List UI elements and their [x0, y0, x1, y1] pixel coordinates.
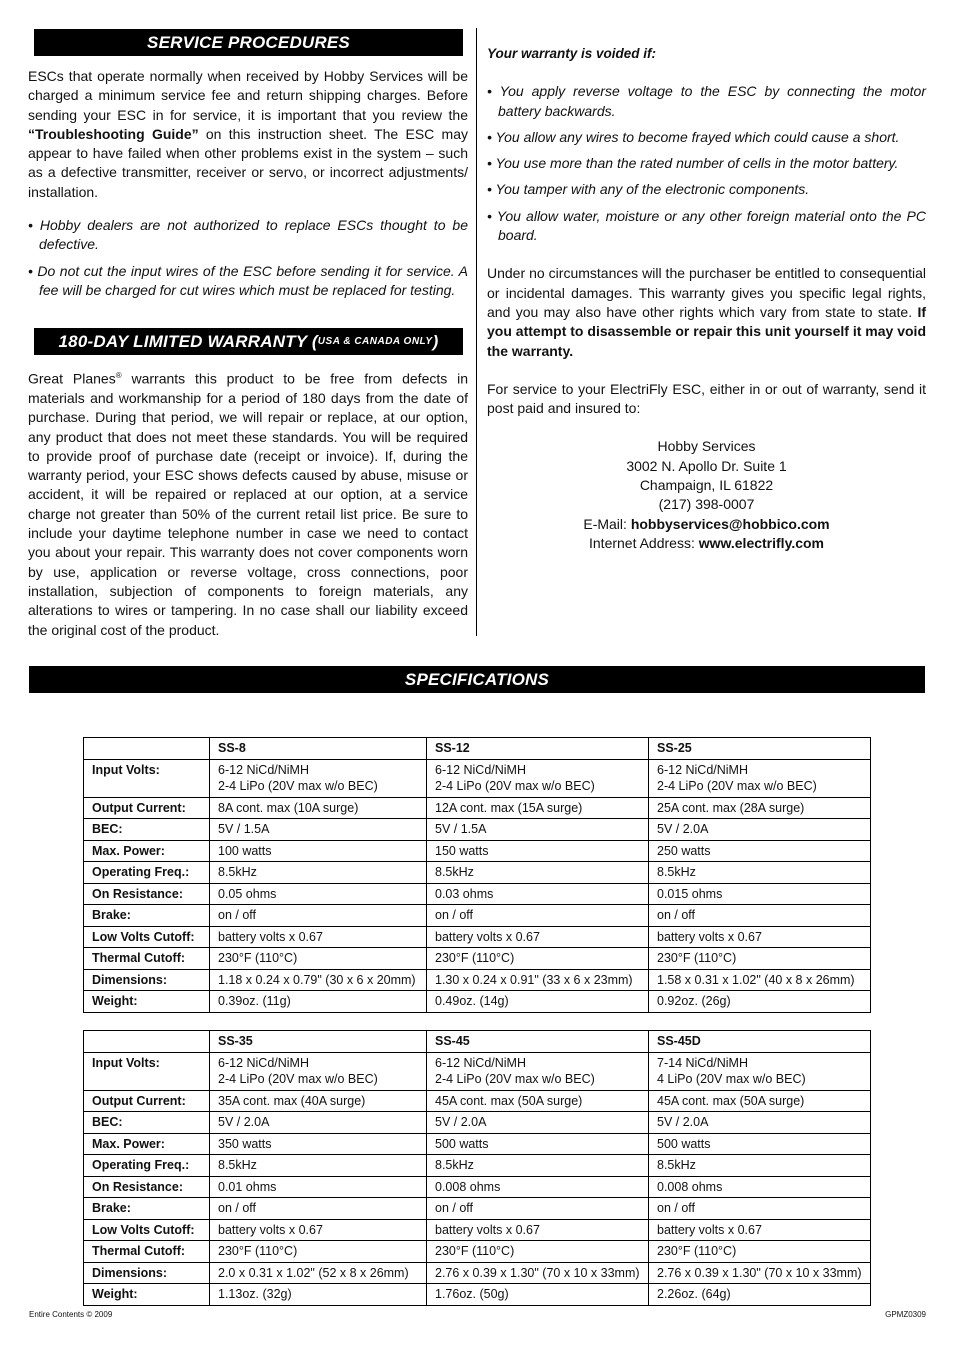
spec-value: 45A cont. max (50A surge) — [427, 1090, 649, 1112]
spec-value: 230°F (110°C) — [649, 1241, 871, 1263]
spec-value-line: 2-4 LiPo (20V max w/o BEC) — [657, 779, 817, 793]
spec-table-ss35-ss45d — [83, 1030, 871, 1306]
troubleshooting-guide-ref: “Troubleshooting Guide” — [28, 125, 199, 142]
address-name: Hobby Services — [657, 438, 756, 455]
spec-value: battery volts x 0.67 — [210, 926, 427, 948]
spec-value: 350 watts — [210, 1133, 427, 1155]
spec-value-line: 6-12 NiCd/NiMH — [657, 762, 748, 777]
spec-value-line: 2-4 LiPo (20V max w/o BEC) — [218, 779, 378, 793]
service-procedures-heading — [34, 29, 463, 56]
spec-value: battery volts x 0.67 — [649, 926, 871, 948]
spec-label: Thermal Cutoff: — [84, 1241, 210, 1263]
email-link[interactable]: hobbyservices@hobbico.com — [630, 515, 830, 532]
spec-value: battery volts x 0.67 — [427, 1219, 649, 1241]
spec-value: on / off — [210, 905, 427, 927]
spec-value: 100 watts — [210, 840, 427, 862]
spec-label: BEC: — [84, 819, 210, 841]
spec-label: Output Current: — [84, 797, 210, 819]
warranty-heading-region: USA & CANADA ONLY — [317, 336, 433, 347]
spec-row — [84, 1241, 871, 1263]
spec-value: 230°F (110°C) — [427, 1241, 649, 1263]
column-divider — [476, 28, 477, 636]
spec-value: 1.30 x 0.24 x 0.91" (33 x 6 x 23mm) — [427, 969, 649, 991]
spec-row — [84, 1219, 871, 1241]
email-label: E-Mail: — [583, 515, 631, 532]
spec-value: 8.5kHz — [210, 1155, 427, 1177]
warranty-heading — [34, 328, 463, 355]
service-bullets — [28, 216, 468, 300]
spec-model-header: SS-25 — [649, 738, 871, 760]
spec-value-line: 6-12 NiCd/NiMH — [435, 1055, 526, 1070]
address-email-line — [487, 515, 926, 534]
service-heading-text: SERVICE PROCEDURES — [147, 32, 350, 52]
spec-label: BEC: — [84, 1112, 210, 1134]
spec-value: 5V / 1.5A — [210, 819, 427, 841]
spec-row — [84, 1284, 871, 1306]
warranty-text: warrants this product to be free from defects in materials and workmanship for a period of 180 days from the date of purchase. During that period, we will repair or replace, at our option, any product that does not meet these standards. You will be required to provide proof of purchase date (receipt or invoice). If, during the warranty period, your ESC shows defects caused by abuse, misuse or accident, it will be repaired or replaced at our option, at a service charge not greater than 50% of the current retail list price. Be sure to include your daytime telephone number in case we need to contact you about your repair. This warranty does not cover components worn by use, application or reverse voltage, cross connections, poor installation, subjection of components to foreign materials, any alterations to wires or tampering. In no case shall our liability exceed the original cost of the product. — [28, 370, 469, 638]
document-code: GPMZ0309 — [885, 1310, 926, 1319]
service-text-end: on this instruction sheet. The ESC may appear to have failed when other problems exist in the system – such as a defective transmitter, receiver or servo, or incorrect adjustments/ installation. — [28, 125, 468, 200]
spec-value: 500 watts — [427, 1133, 649, 1155]
spec-row — [84, 797, 871, 819]
warranty-heading-text: 180-DAY LIMITED WARRANTY ( — [58, 331, 318, 351]
spec-value: on / off — [427, 1198, 649, 1220]
spec-value-line: 7-14 NiCd/NiMH — [657, 1055, 748, 1070]
service-paragraph — [28, 67, 468, 202]
spec-value: 12A cont. max (15A surge) — [427, 797, 649, 819]
spec-header-row — [84, 1031, 871, 1053]
spec-value: 8.5kHz — [427, 862, 649, 884]
spec-model-header: SS-12 — [427, 738, 649, 760]
spec-value: 0.01 ohms — [210, 1176, 427, 1198]
spec-value — [649, 1052, 871, 1090]
spec-value — [427, 1052, 649, 1090]
warranty-column — [28, 366, 468, 640]
spec-value: 2.0 x 0.31 x 1.02" (52 x 8 x 26mm) — [210, 1262, 427, 1284]
service-address-intro: For service to your ElectriFly ESC, either in or out of warranty, send it post paid and insured to: — [487, 380, 926, 417]
spec-value: 230°F (110°C) — [210, 1241, 427, 1263]
spec-label: Output Current: — [84, 1090, 210, 1112]
spec-row — [84, 969, 871, 991]
spec-value-line: 2-4 LiPo (20V max w/o BEC) — [435, 779, 595, 793]
spec-label: Input Volts: — [84, 1052, 210, 1090]
spec-label: Thermal Cutoff: — [84, 948, 210, 970]
spec-value — [649, 759, 871, 797]
spec-model-header: SS-45D — [649, 1031, 871, 1053]
spec-row — [84, 862, 871, 884]
spec-value: 8A cont. max (10A surge) — [210, 797, 427, 819]
spec-row — [84, 1176, 871, 1198]
spec-value-line: 6-12 NiCd/NiMH — [218, 1055, 309, 1070]
spec-label: Brake: — [84, 1198, 210, 1220]
spec-value: 150 watts — [427, 840, 649, 862]
spec-value: 5V / 1.5A — [427, 819, 649, 841]
warranty-brand: Great Planes — [28, 370, 116, 387]
spec-value: 25A cont. max (28A surge) — [649, 797, 871, 819]
spec-value: battery volts x 0.67 — [427, 926, 649, 948]
spec-model-header: SS-35 — [210, 1031, 427, 1053]
spec-row — [84, 991, 871, 1013]
spec-value: 1.13oz. (32g) — [210, 1284, 427, 1306]
spec-row — [84, 759, 871, 797]
right-column — [487, 44, 926, 553]
spec-value: 5V / 2.0A — [649, 1112, 871, 1134]
spec-value: on / off — [427, 905, 649, 927]
spec-model-header: SS-8 — [210, 738, 427, 760]
service-text: ESCs that operate normally when received by Hobby Services will be charged a minimum service fee and return shipping charges. Before sending your ESC in for service, it is important that you review the — [28, 68, 468, 123]
spec-row — [84, 1262, 871, 1284]
damages-paragraph — [487, 264, 926, 360]
spec-value: 1.58 x 0.31 x 1.02" (40 x 8 x 26mm) — [649, 969, 871, 991]
voided-bullets — [487, 82, 926, 245]
service-bullet: • Do not cut the input wires of the ESC before sending it for service. A fee will be charged for cut wires which must be replaced for testing. — [28, 262, 468, 298]
spec-table-ss8-ss25 — [83, 737, 871, 1013]
spec-value: 230°F (110°C) — [427, 948, 649, 970]
spec-label: Operating Freq.: — [84, 1155, 210, 1177]
spec-row — [84, 1112, 871, 1134]
spec-value: 35A cont. max (40A surge) — [210, 1090, 427, 1112]
spec-value-line: 4 LiPo (20V max w/o BEC) — [657, 1072, 806, 1086]
spec-value-line: 6-12 NiCd/NiMH — [435, 762, 526, 777]
address-street: 3002 N. Apollo Dr. Suite 1 — [626, 457, 787, 474]
spec-label: Operating Freq.: — [84, 862, 210, 884]
web-label: Internet Address: — [589, 534, 699, 551]
spec-corner-cell — [84, 1031, 210, 1053]
spec-label: Brake: — [84, 905, 210, 927]
spec-row — [84, 1155, 871, 1177]
spec-row — [84, 819, 871, 841]
spec-label: On Resistance: — [84, 1176, 210, 1198]
spec-value: 0.015 ohms — [649, 883, 871, 905]
spec-row — [84, 1052, 871, 1090]
registered-mark: ® — [115, 371, 122, 380]
spec-value: 2.76 x 0.39 x 1.30" (70 x 10 x 33mm) — [427, 1262, 649, 1284]
spec-value: battery volts x 0.67 — [210, 1219, 427, 1241]
spec-value: on / off — [649, 1198, 871, 1220]
specifications-heading-text: SPECIFICATIONS — [404, 669, 550, 689]
spec-value: 0.05 ohms — [210, 883, 427, 905]
spec-value: 230°F (110°C) — [210, 948, 427, 970]
spec-value: 250 watts — [649, 840, 871, 862]
spec-value: battery volts x 0.67 — [649, 1219, 871, 1241]
damages-text: Under no circumstances will the purchaser be entitled to consequential or incidental damages. This warranty gives you specific legal rights, and you may also have other rights which vary from state to state. — [487, 265, 926, 320]
copyright: Entire Contents © 2009 — [29, 1310, 113, 1319]
spec-row — [84, 1198, 871, 1220]
address-web-line — [487, 534, 926, 553]
spec-value: 0.39oz. (11g) — [210, 991, 427, 1013]
spec-value: 500 watts — [649, 1133, 871, 1155]
spec-label: Max. Power: — [84, 840, 210, 862]
spec-value: 8.5kHz — [427, 1155, 649, 1177]
voided-title: Your warranty is voided if: — [487, 46, 657, 61]
spec-row — [84, 840, 871, 862]
specifications-heading — [29, 666, 925, 693]
spec-value: 2.76 x 0.39 x 1.30" (70 x 10 x 33mm) — [649, 1262, 871, 1284]
spec-label: Weight: — [84, 991, 210, 1013]
spec-label: Max. Power: — [84, 1133, 210, 1155]
spec-row — [84, 926, 871, 948]
voided-bullet: • You apply reverse voltage to the ESC by connecting the motor battery backwards. — [487, 83, 926, 119]
spec-label: Low Volts Cutoff: — [84, 926, 210, 948]
spec-value: 1.76oz. (50g) — [427, 1284, 649, 1306]
web-link[interactable]: www.electrifly.com — [698, 534, 824, 551]
spec-value: on / off — [210, 1198, 427, 1220]
spec-row — [84, 1133, 871, 1155]
spec-value: 8.5kHz — [649, 862, 871, 884]
spec-value: 0.008 ohms — [427, 1176, 649, 1198]
spec-label: Low Volts Cutoff: — [84, 1219, 210, 1241]
spec-row — [84, 905, 871, 927]
spec-value-line: 2-4 LiPo (20V max w/o BEC) — [435, 1072, 595, 1086]
spec-label: On Resistance: — [84, 883, 210, 905]
service-address — [487, 437, 926, 553]
spec-label: Dimensions: — [84, 1262, 210, 1284]
voided-bullet: • You use more than the rated number of cells in the motor battery. — [487, 155, 899, 172]
spec-value: on / off — [649, 905, 871, 927]
warranty-heading-close: ) — [432, 331, 439, 351]
spec-model-header: SS-45 — [427, 1031, 649, 1053]
spec-row — [84, 1090, 871, 1112]
spec-value: 1.18 x 0.24 x 0.79" (30 x 6 x 20mm) — [210, 969, 427, 991]
spec-value: 8.5kHz — [210, 862, 427, 884]
spec-value: 8.5kHz — [649, 1155, 871, 1177]
voided-bullet: • You allow water, moisture or any other foreign material onto the PC board. — [487, 207, 926, 244]
spec-value — [210, 759, 427, 797]
spec-value: 0.92oz. (26g) — [649, 991, 871, 1013]
spec-value: 45A cont. max (50A surge) — [649, 1090, 871, 1112]
spec-header-row — [84, 738, 871, 760]
spec-label: Input Volts: — [84, 759, 210, 797]
spec-value: 5V / 2.0A — [649, 819, 871, 841]
spec-row — [84, 948, 871, 970]
spec-value: 2.26oz. (64g) — [649, 1284, 871, 1306]
service-bullet: • Hobby dealers are not authorized to replace ESCs thought to be defective. — [28, 217, 468, 253]
voided-bullet: • You tamper with any of the electronic components. — [487, 181, 810, 198]
address-city: Champaign, IL 61822 — [639, 477, 774, 494]
voided-bullet: • You allow any wires to become frayed which could cause a short. — [487, 128, 900, 145]
spec-value — [427, 759, 649, 797]
spec-value-line: 2-4 LiPo (20V max w/o BEC) — [218, 1072, 378, 1086]
spec-label: Dimensions: — [84, 969, 210, 991]
spec-value: 5V / 2.0A — [427, 1112, 649, 1134]
address-phone: (217) 398-0007 — [658, 496, 755, 513]
disassemble-warning: If you attempt to disassemble or repair this unit yourself it may void the warranty. — [487, 303, 926, 359]
spec-label: Weight: — [84, 1284, 210, 1306]
warranty-paragraph — [28, 366, 468, 640]
spec-value-line: 6-12 NiCd/NiMH — [218, 762, 309, 777]
spec-value: 230°F (110°C) — [649, 948, 871, 970]
left-column — [28, 67, 468, 300]
spec-value: 0.008 ohms — [649, 1176, 871, 1198]
spec-value — [210, 1052, 427, 1090]
spec-value: 5V / 2.0A — [210, 1112, 427, 1134]
spec-value: 0.03 ohms — [427, 883, 649, 905]
spec-value: 0.49oz. (14g) — [427, 991, 649, 1013]
spec-corner-cell — [84, 738, 210, 760]
spec-row — [84, 883, 871, 905]
